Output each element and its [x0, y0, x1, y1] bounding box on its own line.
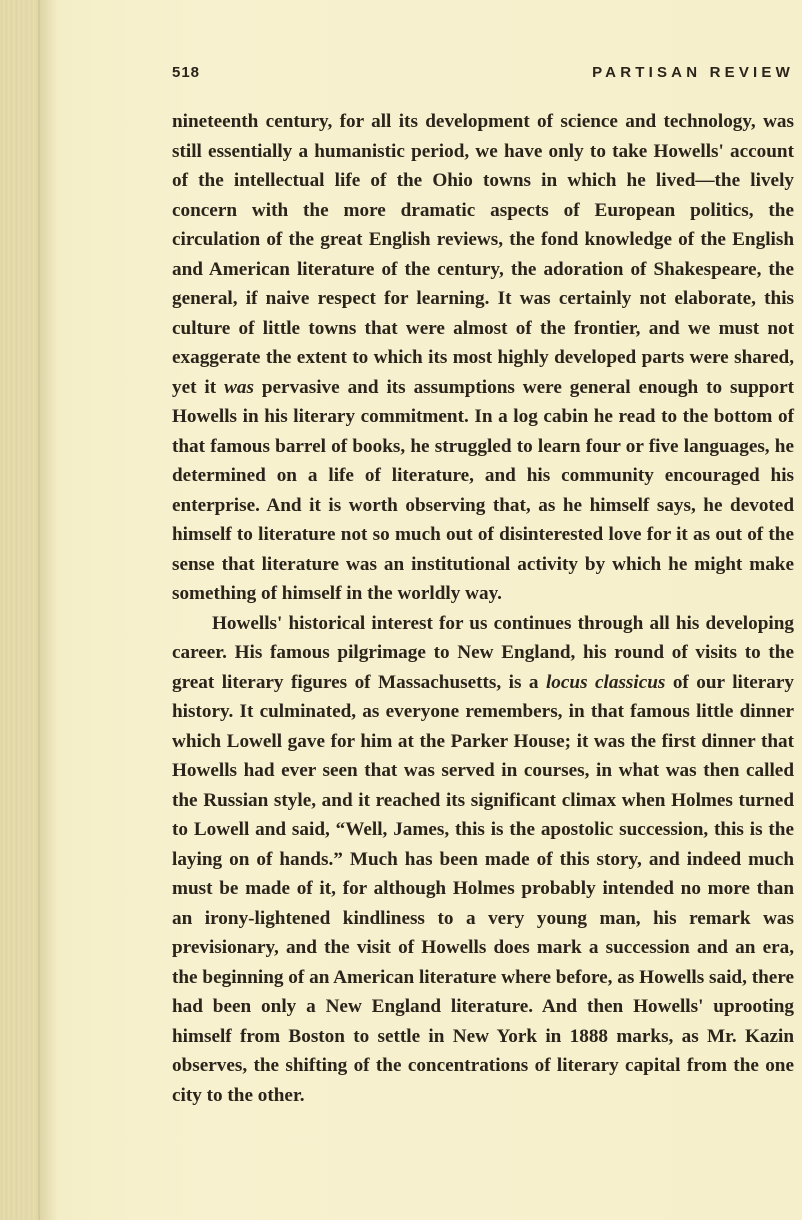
paragraph-2: [172, 609, 794, 1111]
paragraph-2-emphasis: locus classicus: [545, 671, 666, 693]
paragraph-1-text-b: pervasive and its assumptions were general enough to support Howells in his literary commitment. In a log cabin he read to the bottom of that famous barrel of books, he struggled to learn four or five languages, he determined on a life of literature, and his community encouraged his enterprise. And it is worth observing that, as he himself says, he devoted himself to literature not so much out of disinterested love for it as out of the sense that literature was an institutional activity by which he might make something of himself in the worldly way.: [172, 376, 794, 604]
paragraph-2-text-b: of our literary history. It culminated, as everyone remembers, in that famous little dinner which Lowell gave for him at the Parker House; it was the first dinner that Howells had ever seen that was served in courses, in what was then called the Russian style, and it reached its significant climax when Holmes turned to Lowell and said, “Well, James, this is the apostolic succession, this is the laying on of hands.” Much has been made of this story, and indeed much must be made of it, for although Holmes probably intended no more than an irony-lightened kindliness to a very young man, his remark was previsionary, and the visit of Howells does mark a succession and an era, the beginning of an American literature where before, as Howells said, there had been only a New England literature. And then Howells' uprooting himself from Boston to settle in New York in 1888 marks, as Mr. Kazin observes, the shifting of the concentrations of literary capital from the one city to the other.: [172, 671, 794, 1106]
journal-title: PARTISAN REVIEW: [592, 64, 794, 81]
paragraph-1: [172, 107, 794, 609]
binding-shadow: [38, 0, 58, 1220]
article-body: [172, 107, 794, 1110]
paragraph-1-emphasis: was: [224, 376, 254, 398]
page-number: 518: [172, 64, 201, 81]
paragraph-2-text-a: Howells' historical interest for us continues through all his developing career. His famous pilgrimage to New England, his round of visits to the great literary figures of Massachusetts, is a: [172, 612, 794, 693]
paragraph-1-text-a: nineteenth century, for all its development of science and technology, was still essentially a humanistic period, we have only to take Howells' account of the intellectual life of the Ohio towns in which he lived—the lively concern with the more dramatic aspects of European politics, the circulation of the great English reviews, the fond knowledge of the English and American literature of the century, the adoration of Shakespeare, the general, if naive respect for learning. It was certainly not elaborate, this culture of little towns that were almost of the frontier, and we must not exaggerate the extent to which its most highly developed parts were shared, yet it: [172, 111, 794, 398]
binding-edge: [0, 0, 40, 1220]
running-head: [172, 64, 794, 88]
